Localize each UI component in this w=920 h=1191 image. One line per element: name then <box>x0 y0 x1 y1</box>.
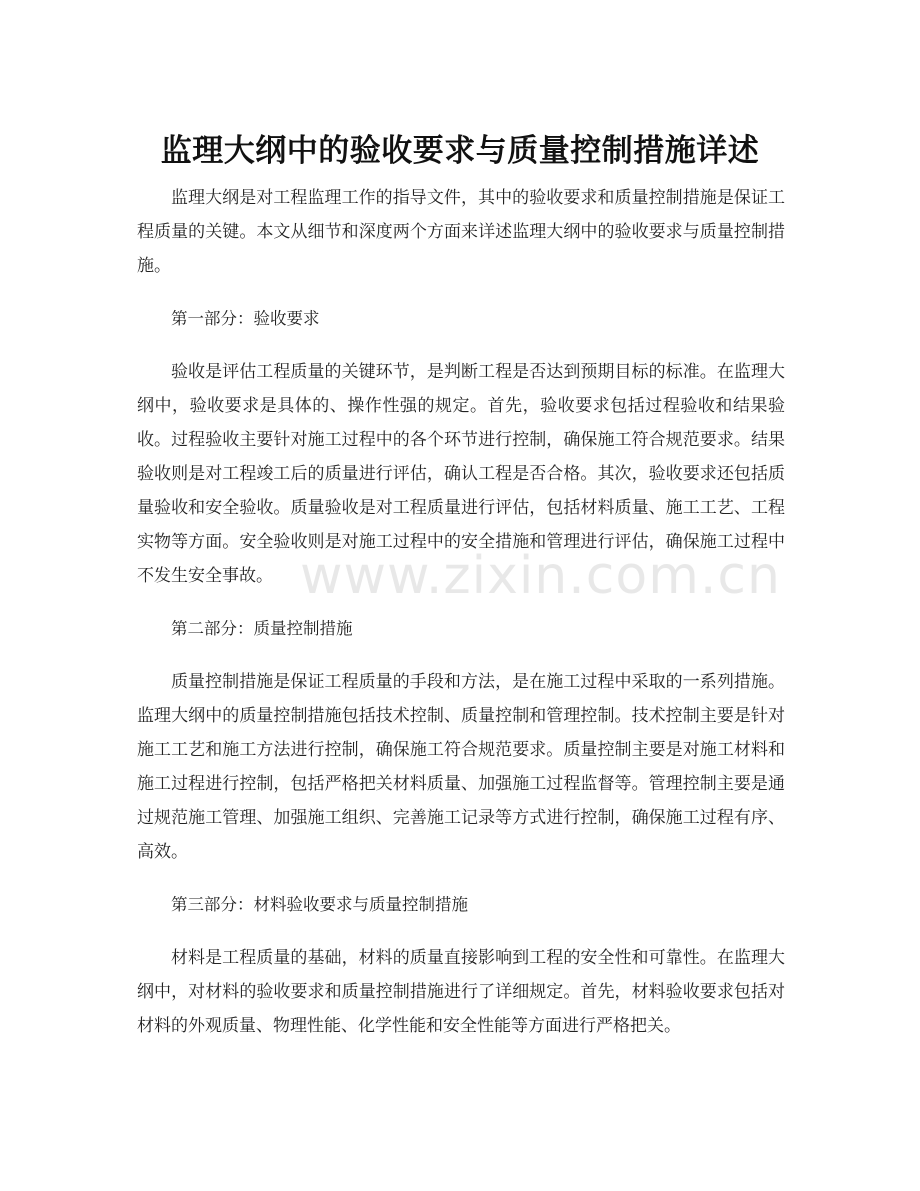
watermark: www.zixin.com.cn <box>300 546 781 606</box>
document-title: 监理大纲中的验收要求与质量控制措施详述 <box>160 132 760 169</box>
section-body-2: 质量控制措施是保证工程质量的手段和方法，是在施工过程中采取的一系列措施。监理大纲中的质量控制措施包括技术控制、质量控制和管理控制。技术控制主要是针对施工工艺和施工方法进行控制，确保施工符合规范要求。质量控制主要是对施工材料和施工过程进行控制，包括严格把关材料质量、加强施工过程监督等。管理控制主要是通过规范施工管理、加强施工组织、完善施工记录等方式进行控制，确保施工过程有序、高效。 <box>137 672 785 862</box>
section-heading-1: 第一部分：验收要求 <box>171 309 320 328</box>
intro-paragraph: 监理大纲是对工程监理工作的指导文件，其中的验收要求和质量控制措施是保证工程质量的关键。本文从细节和深度两个方面来详述监理大纲中的验收要求与质量控制措施。 <box>137 188 785 276</box>
section-heading-2: 第二部分：质量控制措施 <box>171 619 353 638</box>
section-body-1: 验收是评估工程质量的关键环节，是判断工程是否达到预期目标的标准。在监理大纲中，验收要求是具体的、操作性强的规定。首先，验收要求包括过程验收和结果验收。过程验收主要针对施工过程中的各个环节进行控制，确保施工符合规范要求。结果验收则是对工程竣工后的质量进行评估，确认工程是否合格。其次，验收要求还包括质量验收和安全验收。质量验收是对工程质量进行评估，包括材料质量、施工工艺、工程实物等方面。安全验收则是对施工过程中的安全措施和管理进行评估，确保施工过程中不发生安全事故。 <box>137 362 785 586</box>
section-body-3: 材料是工程质量的基础，材料的质量直接影响到工程的安全性和可靠性。在监理大纲中，对材料的验收要求和质量控制措施进行了详细规定。首先，材料验收要求包括对材料的外观质量、物理性能、化学性能和安全性能等方面进行严格把关。 <box>137 948 785 1036</box>
document-body <box>137 181 785 1062</box>
section-heading-3: 第三部分：材料验收要求与质量控制措施 <box>171 895 468 914</box>
